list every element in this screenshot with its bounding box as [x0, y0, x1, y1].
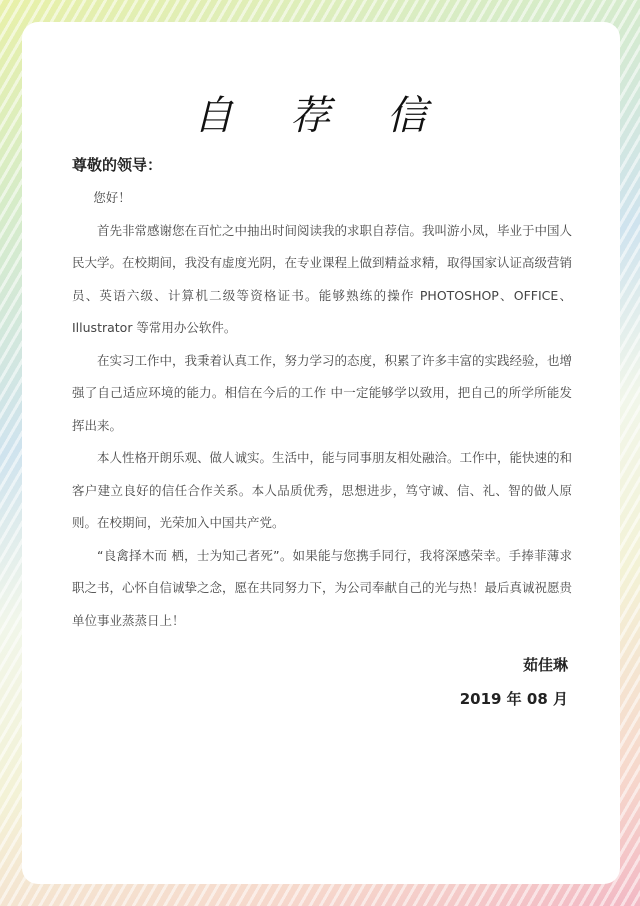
- date: 2019 年 08 月: [459, 690, 568, 708]
- letter-title: 自 荐 信: [193, 93, 449, 139]
- letter-body: [72, 182, 572, 637]
- paragraph-closing: “良禽择木而 栖，士为知己者死”。如果能与您携手同行，我将深感荣幸。手捧菲薄求职之书，心怀自信诚挚之念，愿在共同努力下，为公司奉献自己的光与热！最后真诚祝愿贵单位事业蒸蒸日上！: [72, 547, 573, 628]
- signature: 茹佳琳: [522, 656, 568, 674]
- paragraph-internship: 在实习工作中，我秉着认真工作，努力学习的态度，积累了许多丰富的实践经验，也增强了自己适应环境的能力。相信在今后的工作 中一定能够学以致用，把自己的所学所能发挥出来。: [72, 352, 573, 433]
- paragraph-intro: 首先非常感谢您在百忙之中抽出时间阅读我的求职自荐信。我叫游小凤，毕业于中国人民大学。在校期间，我没有虚度光阴，在专业课程上做到精益求精，取得国家认证高级营销员、英语六级、计算机二级等资格证书。能够熟练的操作 PHOTOSHOP、OFFICE、Illustrator 等常用办公软件。: [72, 222, 573, 335]
- salutation: 尊敬的领导：: [72, 156, 163, 174]
- letter-card: [22, 22, 620, 884]
- hello-line: 您好！: [93, 190, 131, 205]
- paragraph-personality: 本人性格开朗乐观、做人诚实。生活中，能与同事朋友相处融洽。工作中，能快速的和客户建立良好的信任合作关系。本人品质优秀，思想进步，笃守诚、信、礼、智的做人原则。在校期间，光荣加入中国共产党。: [72, 450, 573, 530]
